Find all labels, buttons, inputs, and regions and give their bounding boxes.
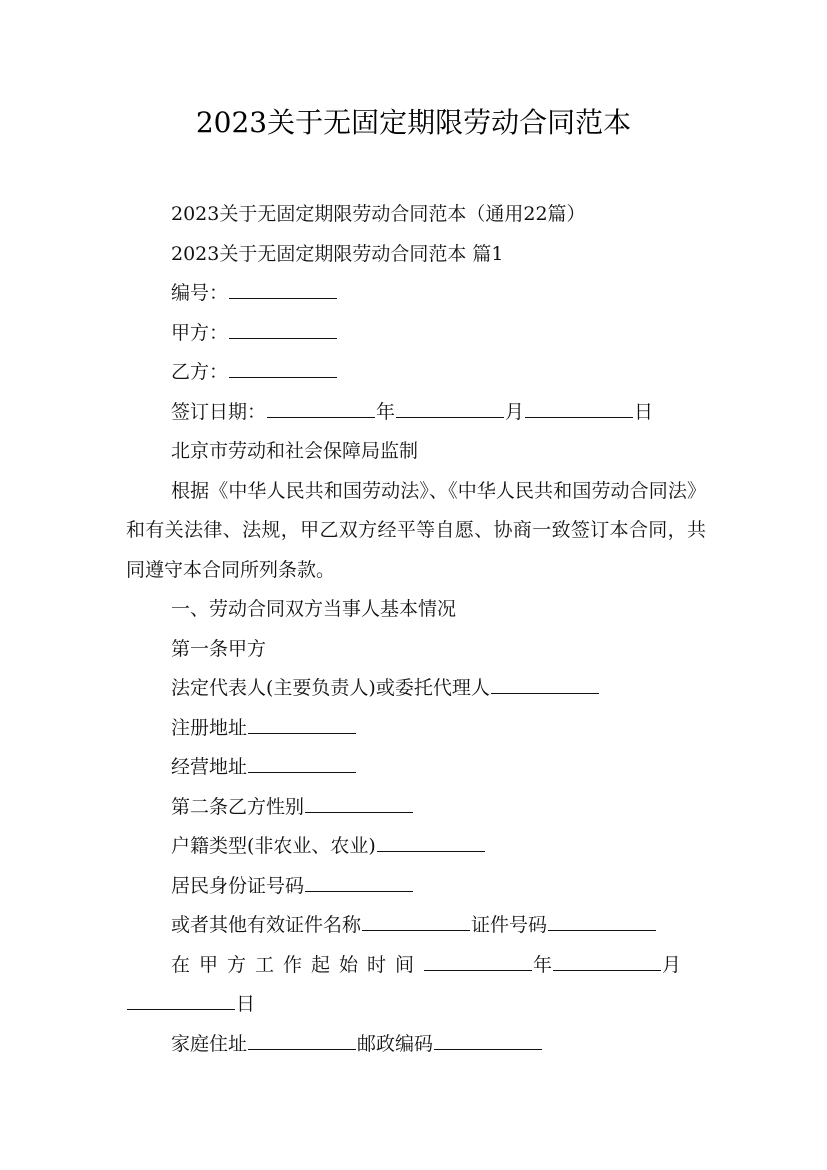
household-type-label: 户籍类型(非农业、农业) [171, 835, 376, 857]
id-number-label: 居民身份证号码 [171, 874, 305, 897]
year-label: 年 [376, 400, 396, 423]
party-b-line [126, 353, 706, 393]
number-label: 编号： [171, 282, 229, 304]
number-blank [229, 297, 337, 299]
postal-code-blank [434, 1048, 542, 1050]
household-type-blank [377, 850, 485, 852]
other-id-number-label: 证件号码 [471, 914, 548, 936]
party-a-line [126, 314, 706, 354]
reg-address-line [126, 709, 706, 749]
start-month-blank [553, 969, 661, 971]
id-number-blank [305, 890, 413, 892]
start-day-blank [127, 1008, 235, 1010]
party-a-label: 甲方： [171, 321, 229, 344]
legal-rep-label: 法定代表人(主要负责人)或委托代理人 [171, 677, 490, 699]
day-label: 日 [634, 400, 654, 423]
sign-date-label: 签订日期： [171, 400, 267, 423]
home-address-blank [248, 1048, 356, 1050]
day-blank [525, 416, 633, 418]
start-day-label: 日 [236, 993, 256, 1015]
biz-address-label: 经营地址 [171, 756, 248, 778]
party-b-blank [229, 376, 337, 378]
supervisor-line: 北京市劳动和社会保障局监制 [171, 440, 419, 462]
document-title: 2023关于无固定期限劳动合同范本 [195, 106, 632, 139]
subtitle: 2023关于无固定期限劳动合同范本（通用22篇） [171, 203, 586, 225]
postal-code-label: 邮政编码 [357, 1032, 434, 1055]
sign-date-line [126, 393, 706, 433]
start-day-line [126, 985, 706, 1025]
reg-address-label: 注册地址 [171, 716, 248, 739]
document-body [126, 195, 706, 1064]
other-id-name-label: 或者其他有效证件名称 [171, 914, 362, 936]
start-time-line [126, 946, 706, 986]
home-address-label: 家庭住址 [171, 1032, 248, 1055]
biz-address-blank [248, 771, 356, 773]
household-type-line [126, 827, 706, 867]
reg-address-blank [248, 732, 356, 734]
party-b-label: 乙方： [171, 361, 229, 383]
start-year-label: 年 [533, 953, 553, 976]
section-heading: 一、劳动合同双方当事人基本情况 [171, 598, 457, 620]
month-label: 月 [505, 400, 525, 423]
id-number-line [126, 867, 706, 907]
start-time-label: 在甲方工作起始时间 [171, 953, 424, 976]
year-blank [267, 416, 375, 418]
article-1-heading: 第一条甲方 [171, 637, 267, 660]
preamble-paragraph: 根据《中华人民共和国劳动法》、《中华人民共和国劳动合同法》和有关法律、法规，甲乙双方经平等自愿、协商一致签订本合同，共同遵守本合同所列条款。 [126, 479, 706, 581]
biz-address-line [126, 748, 706, 788]
other-id-name-blank [362, 929, 470, 931]
month-blank [396, 416, 504, 418]
other-id-number-blank [548, 929, 656, 931]
home-address-line [126, 1025, 706, 1065]
chapter-heading: 2023关于无固定期限劳动合同范本 篇1 [171, 242, 504, 265]
number-line [126, 274, 706, 314]
article-2-label: 第二条乙方性别 [171, 795, 305, 818]
start-month-label: 月 [662, 953, 682, 976]
party-a-blank [229, 337, 337, 339]
article-2-line [126, 788, 706, 828]
legal-rep-blank [491, 692, 599, 694]
gender-blank [305, 811, 413, 813]
legal-rep-line [126, 669, 706, 709]
start-year-blank [424, 969, 532, 971]
other-id-line [126, 906, 706, 946]
